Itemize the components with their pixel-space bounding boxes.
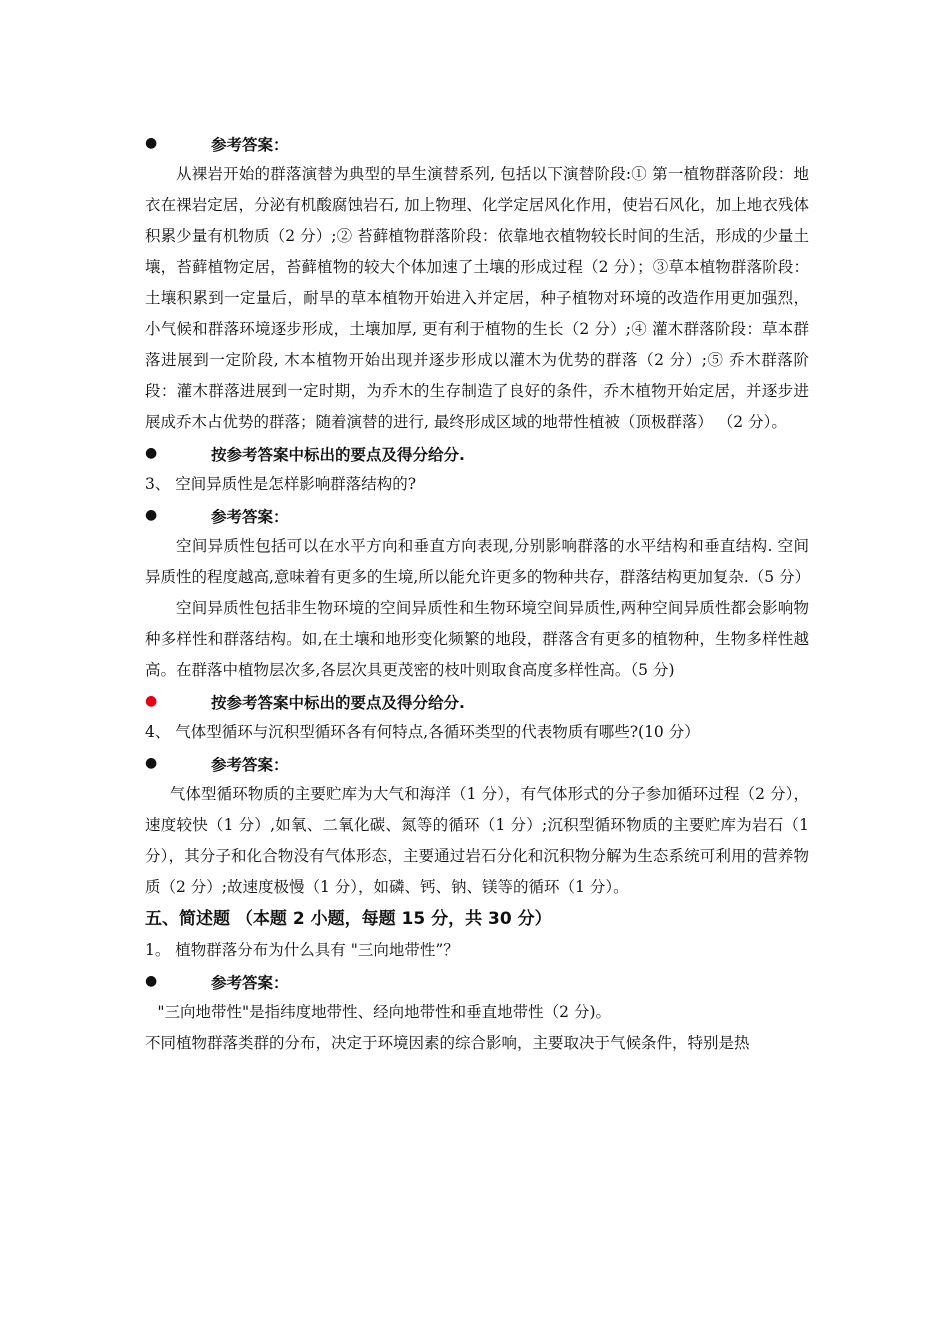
answer-paragraph-4: 气体型循环物质的主要贮库为大气和海洋（1 分），有气体形式的分子参加循环过程（2 分），速度较快（1 分）,如氧、二氧化碳、氮等的循环（1 分）;沉积型循环物质的主要贮库为岩石（1 分），其分子和化合物没有气体形态，主要通过岩石分化和沉积物分解为生态系统可利用的营养物质（2 分）;故速度极慢（1 分），如磷、钙、钠、镁等的循环（1 分）。 [145,785,809,896]
answer-bullet-5 [145,966,809,997]
red-bullet-icon: ● [145,693,158,709]
answer-bullet-3 [145,500,809,531]
grading-note-text: 按参考答案中标出的要点及得分给分. [211,445,465,464]
answer-paragraph-3a: 空间异质性包括可以在水平方向和垂直方向表现,分别影响群落的水平结构和垂直结构. 空间异质性的程度越高,意味着有更多的生境,所以能允许更多的物种共存，群落结构更加复杂.（5 分） [145,537,811,586]
bullet-icon: ● [145,445,158,461]
answer-label: 参考答案： [211,507,289,526]
answer-paragraph-succession: 从裸岩开始的群落演替为典型的旱生演替系列, 包括以下演替阶段:① 第一植物群落阶段：地衣在裸岩定居，分泌有机酸腐蚀岩石, 加上物理、化学定居风化作用，使岩石风化，加上地衣残体积累少量有机物质（2 分）;② 苔藓植物群落阶段：依靠地衣植物较长时间的生活，形成的少量土壤，苔藓植物定居，苔藓植物的较大个体加速了土壤的形成过程（2 分）；③草本植物群落阶段：土壤积累到一定量后，耐旱的草本植物开始进入并定居，种子植物对环境的改造作用更加强烈，小气候和群落环境逐步形成，土壤加厚, 更有利于植物的生长（2 分）;④ 灌木群落阶段：草本群落进展到一定阶段, 木本植物开始出现并逐步形成以灌木为优势的群落（2 分）;⑤ 乔木群落阶段：灌木群落进展到一定时期，为乔木的生存制造了良好的条件，乔木植物开始定居，并逐步进展成乔木占优势的群落；随着演替的进行, 最终形成区域的地带性植被（顶极群落） （2 分）。 [145,165,809,431]
bullet-icon: ● [145,135,158,151]
bullet-icon: ● [145,973,158,989]
answer-bullet-4 [145,748,809,779]
answer-label: 参考答案： [211,755,289,774]
question-5-1: 1。 植物群落分布为什么具有 "三向地带性”？ [145,941,459,959]
answer-paragraph-5b: 不同植物群落类群的分布，决定于环境因素的综合影响，主要取决于气候条件，特别是热 [145,1034,750,1052]
question-3: 3、 空间异质性是怎样影响群落结构的? [145,475,417,493]
answer-label: 参考答案： [211,973,289,992]
grading-note-1 [145,438,809,469]
bullet-icon: ● [145,755,158,771]
grading-note-2 [145,686,809,717]
answer-paragraph-5a: "三向地带性"是指纬度地带性、经向地带性和垂直地带性（2 分)。 [157,1003,611,1021]
question-4: 4、 气体型循环与沉积型循环各有何特点,各循环类型的代表物质有哪些?(10 分） [145,723,700,741]
document-page [145,128,809,1059]
grading-note-text: 按参考答案中标出的要点及得分给分. [211,693,465,712]
answer-bullet-1 [145,128,809,159]
answer-paragraph-3b: 空间异质性包括非生物环境的空间异质性和生物环境空间异质性,两种空间异质性都会影响物种多样性和群落结构。如,在土壤和地形变化频繁的地段，群落含有更多的植物种，生物多样性越高。在群落中植物层次多,各层次具更茂密的枝叶则取食高度多样性高。（5 分) [145,599,809,679]
answer-label: 参考答案： [211,135,289,154]
bullet-icon: ● [145,507,158,523]
section-heading-5: 五、简述题 （本题 2 小题，每题 15 分，共 30 分） [145,909,552,929]
